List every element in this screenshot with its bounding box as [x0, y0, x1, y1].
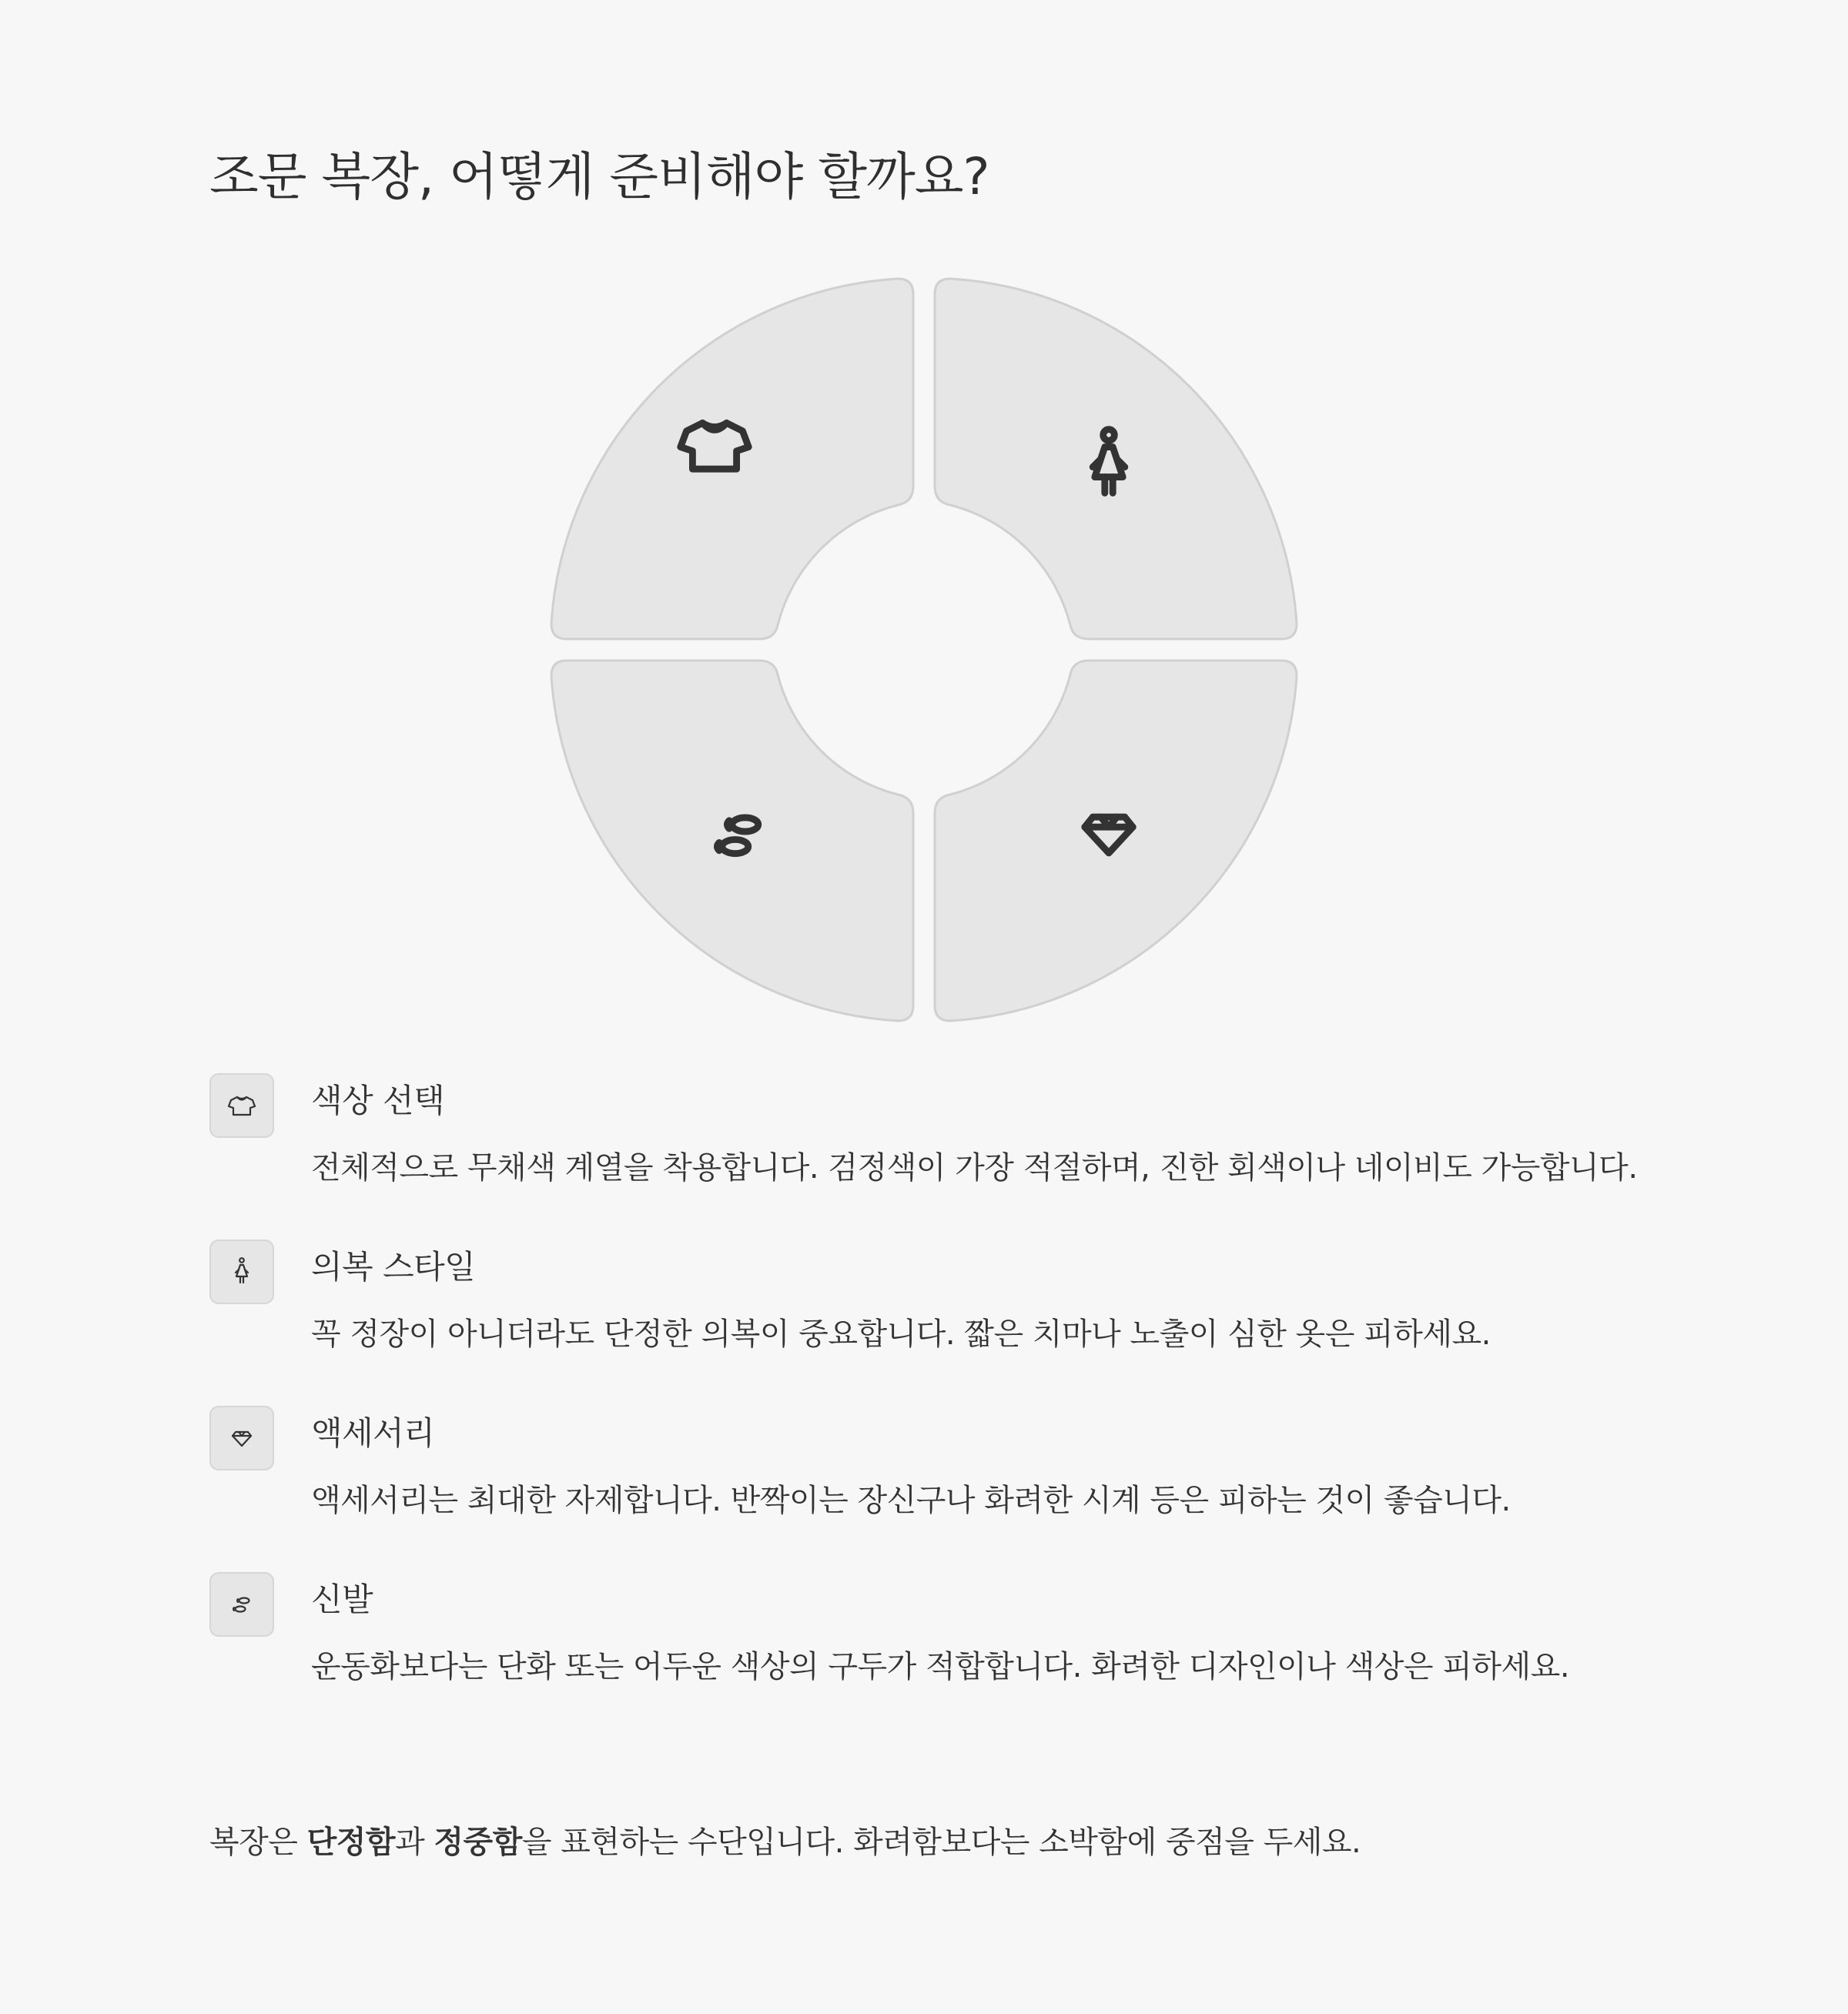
list-item-shoes — [209, 1572, 1642, 1694]
page-title: 조문 복장, 어떻게 준비해야 할까요? — [209, 147, 989, 206]
footer-emphasis-polite: 정중함 — [434, 1825, 522, 1860]
list-item-style — [209, 1240, 1642, 1361]
list-item-color — [209, 1073, 1642, 1195]
item-description: 운동화보다는 단화 또는 어두운 색상의 구두가 적합합니다. 화려한 디자인이나 색상은 피하세요. — [311, 1649, 1570, 1684]
color-icon-box — [209, 1073, 274, 1138]
footer-middle: 과 — [395, 1825, 434, 1860]
guide-list — [209, 1073, 1642, 1738]
item-description: 꼭 정장이 아니더라도 단정한 의복이 중요합니다. 짧은 치마나 노출이 심한 옷은 피하세요. — [311, 1316, 1491, 1352]
item-title: 액세서리 — [311, 1414, 435, 1452]
footer-suffix: 을 표현하는 수단입니다. 화려함보다는 소박함에 중점을 두세요. — [521, 1825, 1361, 1860]
item-description: 전체적으로 무채색 계열을 착용합니다. 검정색이 가장 적절하며, 진한 회색이나 네이비도 가능합니다. — [311, 1150, 1638, 1186]
item-description: 액세서리는 최대한 자제합니다. 반짝이는 장신구나 화려한 시계 등은 피하는 것이 좋습니다. — [311, 1483, 1511, 1518]
person-dress-icon — [223, 1253, 260, 1290]
footer-note — [209, 1815, 1361, 1869]
list-item-accessory — [209, 1406, 1642, 1527]
quadrant-top-left[interactable] — [551, 279, 913, 639]
footprints-icon — [223, 1586, 260, 1623]
footer-prefix: 복장은 — [209, 1825, 307, 1860]
footer-emphasis-neat: 단정함 — [306, 1825, 396, 1860]
accessory-icon-box — [209, 1406, 274, 1470]
item-title: 신발 — [311, 1581, 373, 1618]
style-icon-box — [209, 1240, 274, 1304]
shoes-icon-box — [209, 1572, 274, 1637]
gem-icon — [223, 1420, 260, 1457]
shirt-icon — [223, 1087, 260, 1124]
item-title: 의복 스타일 — [311, 1248, 476, 1286]
item-title: 색상 선택 — [311, 1082, 445, 1119]
